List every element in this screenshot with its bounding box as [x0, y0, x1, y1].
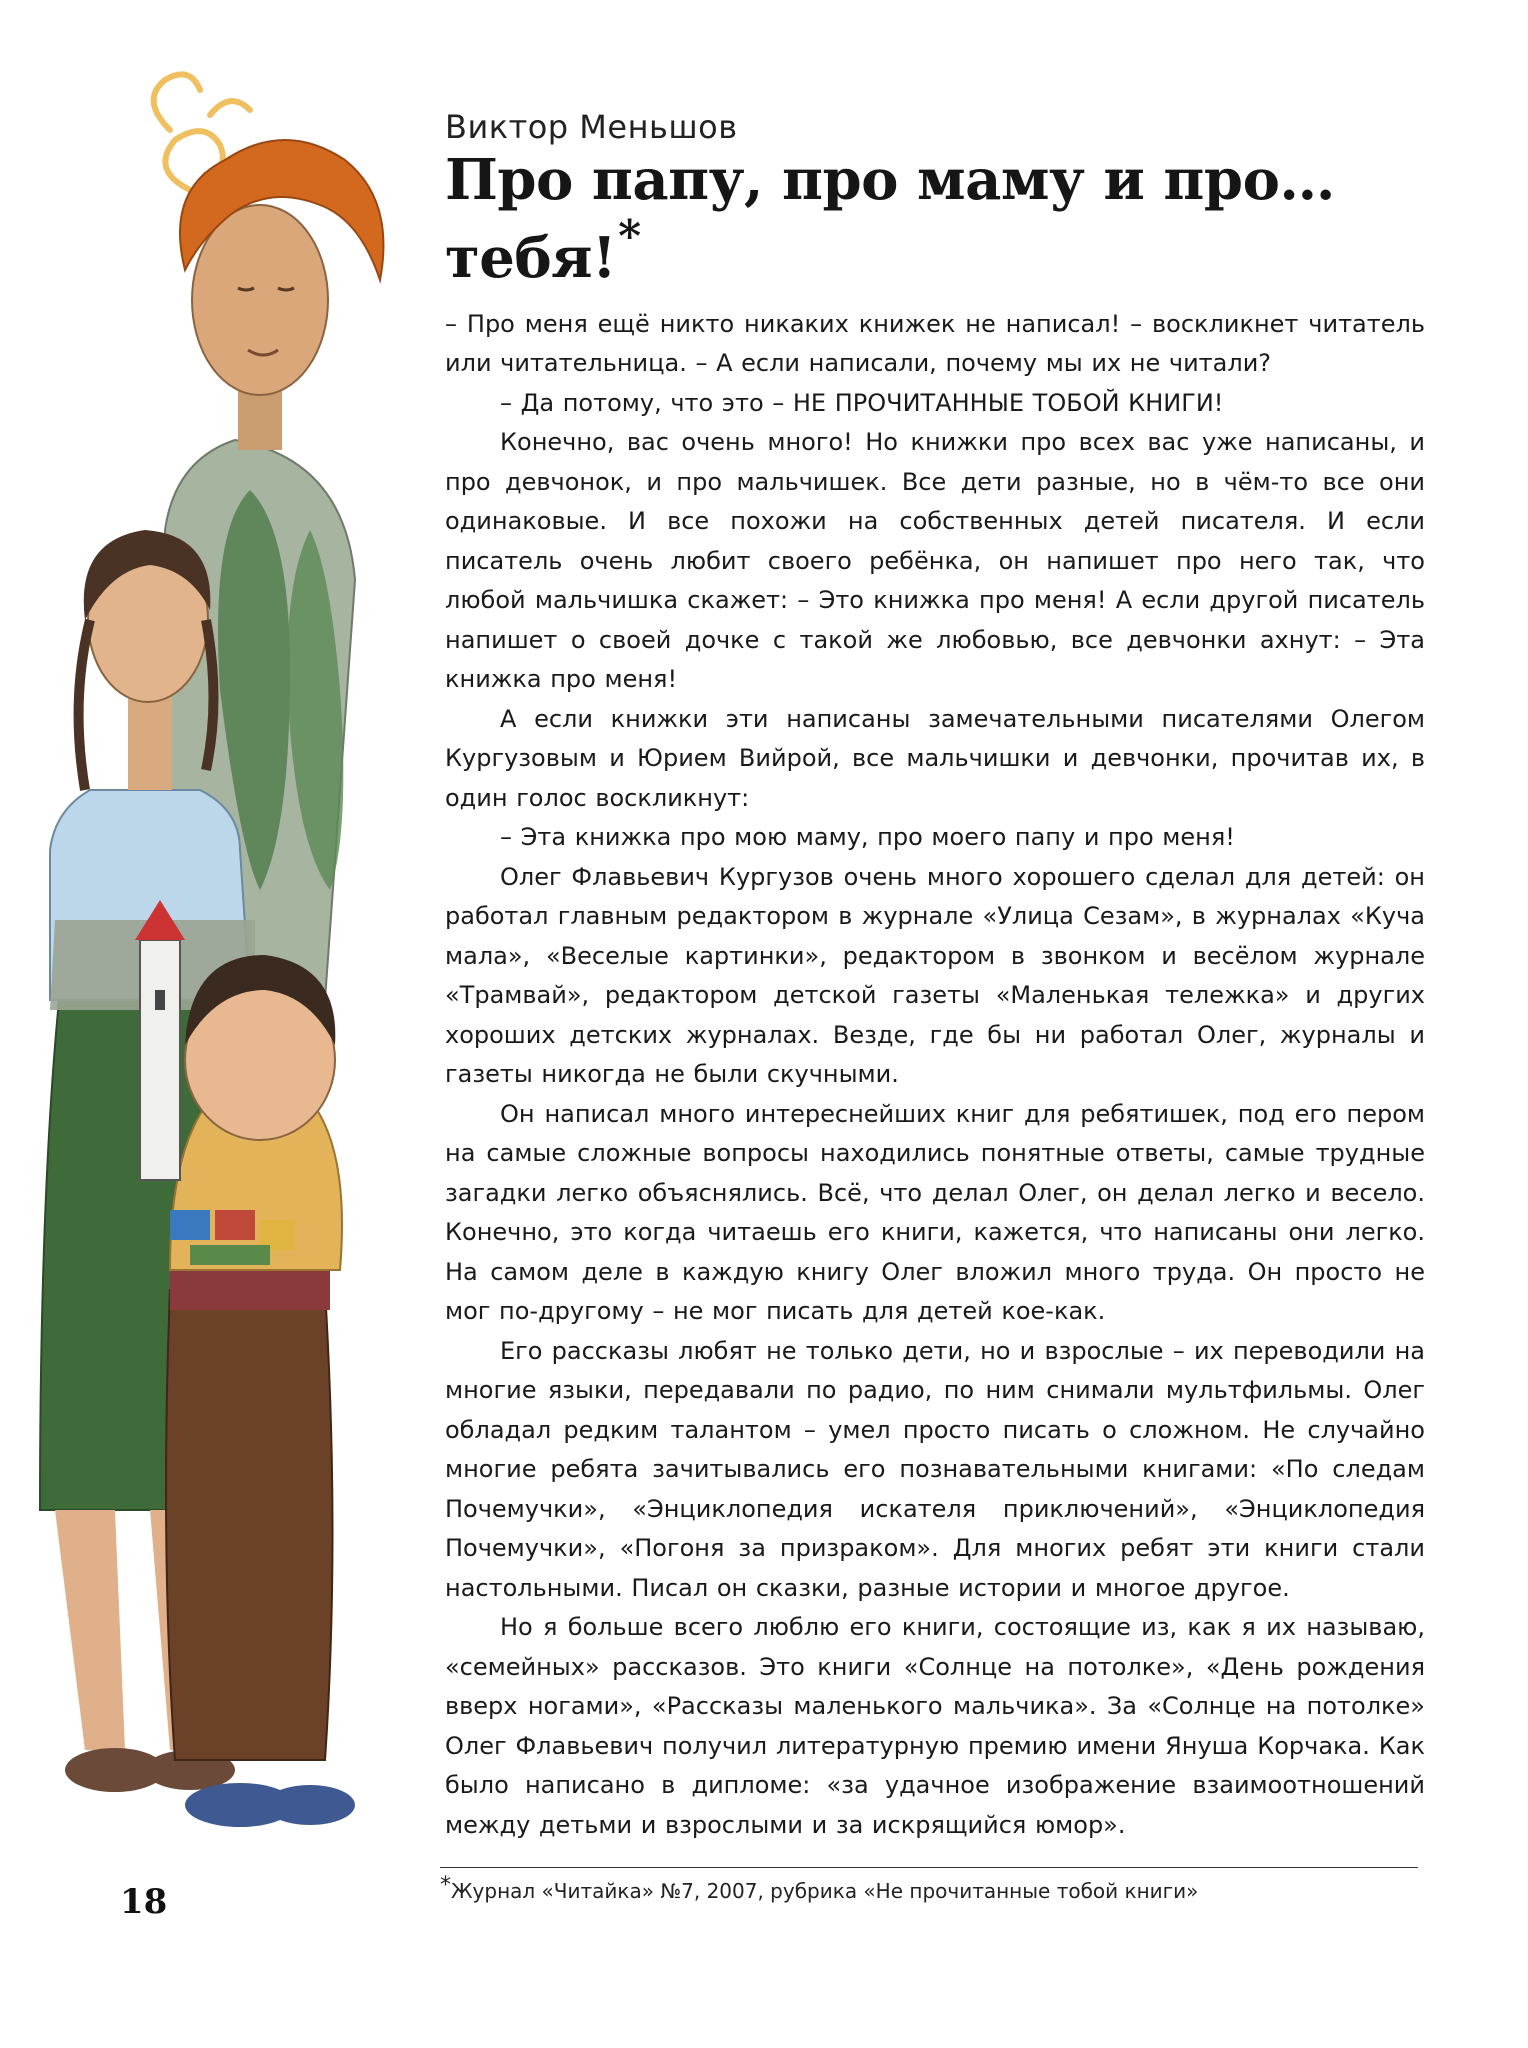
page-number: 18 [120, 1882, 168, 1922]
paragraph: – Да потому, что это – НЕ ПРОЧИТАННЫЕ ТОБОЙ КНИГИ! [500, 388, 1224, 417]
boy-figure [166, 955, 355, 1827]
paragraph: Олег Флавьевич Кургузов очень много хорошего сделал для детей: он работал главным редактором в журнале «Улица Сезам», в журналах «Куча мала», «Веселые картинки», редактором в звонком и весёлом журнале «Трамвай», редактором детской газеты «Маленькая тележка» и других хороших детских журналах. Везде, где бы ни работал Олег, журналы и газеты никогда не были скучными. [445, 862, 1425, 1089]
paragraph: Но я больше всего люблю его книги, состоящие из, как я их называю, «семейных» рассказов. Это книги «Солнце на потолке», «День рождения вверх ногами», «Рассказы маленького мальчика». За «Солнце на потолке» Олег Флавьевич получил литературную премию имени Януша Корчака. Как было написано в дипломе: «за удачное изображение взаимоотношений между детьми и взрослыми и за искрящийся юмор». [445, 1613, 1425, 1839]
paragraph: – Эта книжка про мою маму, про моего папу и про меня! [500, 823, 1235, 852]
title-footnote-mark: * [618, 211, 641, 263]
paragraph: Его рассказы любят не только дети, но и взрослые – их переводили на многие языки, передавали по радио, по ним снимали мультфильмы. Олег обладал редким талантом – умел просто писать о сложном. Не случайно многие ребята зачитывались его познавательными книгами: «По следам Почемучки», «Энциклопедия искателя приключений», «Энциклопедия Почемучки», «Погоня за призраком». Для многих ребят эти книги стали настольными. Писал он сказки, разные истории и многое другое. [445, 1336, 1425, 1602]
paragraph: А если книжки эти написаны замечательными писателями Олегом Кургузовым и Юрием Вийрой, все мальчишки и девчонки, прочитав их, в один голос воскликнут: [445, 704, 1425, 812]
paragraph: Конечно, вас очень много! Но книжки про всех вас уже написаны, и про девчонок, и про мальчишек. Все дети разные, но в чём-то все они одинаковые. И все похожи на собственных детей писателя. И если писатель очень любит своего ребёнка, он напишет про него так, что любой мальчишка скажет: – Это книжка про меня! А если другой писатель напишет о своей дочке с такой же любовью, все девчонки ахнут: – Эта книжка про меня! [445, 428, 1425, 694]
toy-lighthouse [135, 900, 185, 1180]
footnote [440, 1873, 1420, 1903]
paragraph: Он написал много интереснейших книг для ребятишек, под его пером на самые сложные вопросы находились понятные ответы, самые трудные загадки легко объяснялись. Всё, что делал Олег, он делал легко и весело. Конечно, это когда читаешь его книги, кажется, что написаны они легко. На самом деле в каждую книгу Олег вложил много труда. Он просто не мог по-другому – не мог писать для детей кое-как. [445, 1099, 1425, 1326]
footnote-mark: * [440, 1873, 451, 1898]
footnote-text: Журнал «Читайка» №7, 2007, рубрика «Не прочитанные тобой книги» [451, 1879, 1199, 1903]
title-text: Про папу, про маму и про… тебя! [445, 147, 1335, 292]
family-illustration [20, 60, 450, 1920]
author-name: Виктор Меньшов [445, 108, 738, 146]
paragraph: – Про меня ещё никто никаких книжек не написал! – воскликнет читатель или читательница. – А если написали, почему мы их не читали? [445, 309, 1425, 378]
article [445, 108, 1425, 1845]
footnote-divider [440, 1867, 1418, 1868]
article-title [445, 148, 1425, 291]
